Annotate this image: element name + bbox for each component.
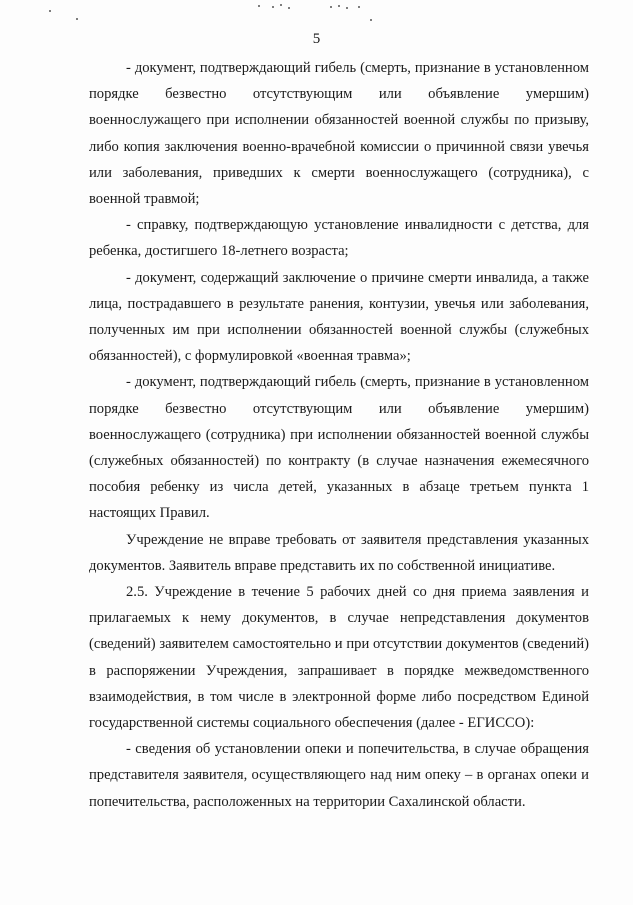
scan-speck xyxy=(49,10,51,12)
paragraph: Учреждение не вправе требовать от заявителя представления указанных документов. Заявитель вправе представить их по собственной инициативе. xyxy=(89,531,589,574)
paragraph-list-item: - документ, подтверждающий гибель (смерть, признание в установленном порядке безвестно отсутствующим или объявление умершим) военнослужащего при исполнении обязанностей военной службы по призыву, либо копия заключения военно-врачебной комиссии о причинной связи увечья или заболевания, приведших к смерти военнослужащего (сотрудника), с военной травмой; xyxy=(89,60,589,208)
scan-speck xyxy=(76,18,78,20)
paragraph-list-item: - сведения об установлении опеки и попечительства, в случае обращения представителя заявителя, осуществляющего над ним опеку – в органах опеки и попечительства, расположенных на территории Сахалинской области. xyxy=(89,741,589,810)
page-number: 5 xyxy=(312,31,321,47)
paragraph-list-item: - документ, подтверждающий гибель (смерть, признание в установленном порядке безвестно отсутствующим или объявление умершим) военнослужащего (сотрудника) при исполнении обязанностей военной службы (служебных обязанностей) по контракту (в случае назначения ежемесячного пособия ребенку из числа детей, указанных в абзаце третьем пункта 1 настоящих Правил. xyxy=(89,374,589,522)
document-body xyxy=(89,55,589,815)
paragraph-list-item: - справку, подтверждающую установление инвалидности с детства, для ребенка, достигшего 18-летнего возраста; xyxy=(89,217,589,260)
paragraph-section-2-5: 2.5. Учреждение в течение 5 рабочих дней со дня приема заявления и прилагаемых к нему документов, в случае непредставления документов (сведений) заявителем самостоятельно и при отсутствии документов (сведений) в распоряжении Учреждения, запрашивает в порядке межведомственного взаимодействия, в том числе в электронной форме либо посредством Единой государственной системы социального обеспечения (далее - ЕГИССО): xyxy=(89,584,589,732)
paragraph-list-item: - документ, содержащий заключение о причине смерти инвалида, а также лица, пострадавшего в результате ранения, контузии, увечья или заболевания, полученных им при исполнении обязанностей военной службы (служебных обязанностей), с формулировкой «военная травма»; xyxy=(89,269,589,365)
scan-artifact xyxy=(250,2,380,12)
